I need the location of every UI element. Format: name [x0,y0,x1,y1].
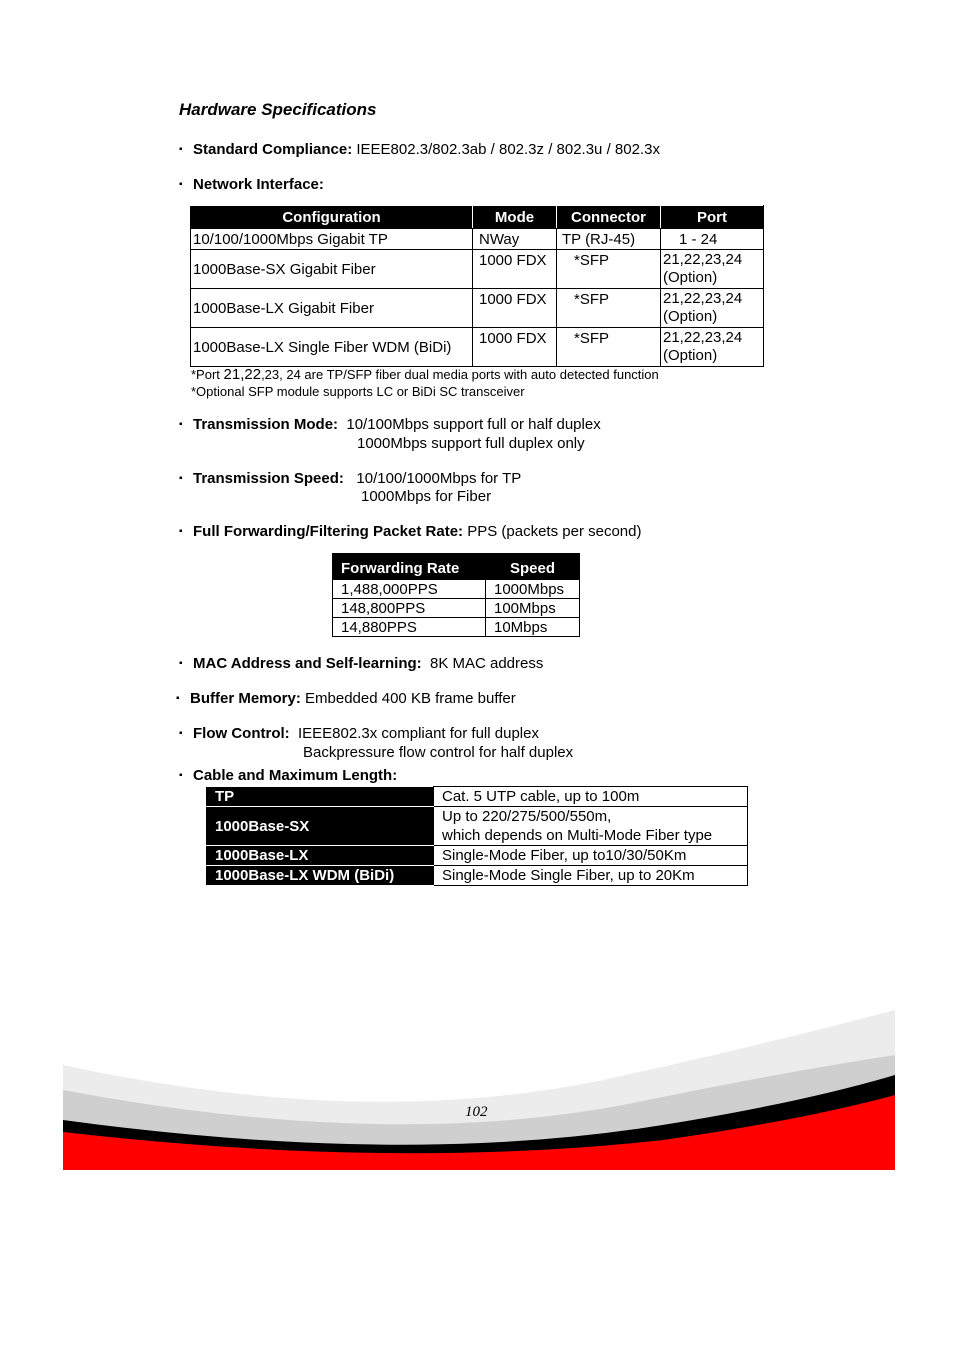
cell-mode: 1000 FDX [473,289,557,328]
table-row [207,807,748,846]
table-header-row [191,206,764,229]
table-row [207,787,748,807]
header-speed: Speed [486,554,580,580]
bullet-icon: ▪ [179,526,183,537]
network-interface-table [190,205,764,367]
forwarding-rate [179,522,641,541]
port-list: 21,22,23,24 [663,290,743,307]
transmission-speed-line1: 10/100/1000Mbps for TP [356,470,522,487]
table-row [207,866,748,886]
port-note: *Port 21,22,23, 24 are TP/SFP fiber dual media ports with auto detected function [191,366,659,383]
cell-connector: *SFP [557,250,661,289]
network-interface [179,175,324,194]
table-row [191,289,764,328]
header-forwarding-rate: Forwarding Rate [333,554,486,580]
table-row [333,618,580,637]
bullet-icon: ▪ [179,770,183,781]
port-list: 21,22,23,24 [663,251,743,268]
bullet-icon: ▪ [179,658,183,669]
flow-line2: Backpressure flow control for half duplex [303,744,574,761]
mac-label: MAC Address and Self-learning: [193,655,422,672]
forwarding-value: PPS (packets per second) [467,523,642,540]
header-mode: Mode [473,206,557,229]
cell-mode: 1000 FDX [473,328,557,367]
forwarding-label: Full Forwarding/Filtering Packet Rate: [193,523,464,540]
table-row [207,846,748,866]
transmission-speed [179,469,521,488]
cable-spec: Single-Mode Single Fiber, up to 20Km [434,866,748,886]
table-row [333,599,580,618]
cell-rate: 14,880PPS [333,618,486,637]
forwarding-table [332,553,580,637]
cable-table [206,786,748,886]
port-option: (Option) [663,308,718,325]
header-connector: Connector [557,206,661,229]
bullet-icon: ▪ [179,473,183,484]
port-option: (Option) [663,347,718,364]
cable-length [179,766,397,785]
cell-mode: NWay [473,229,557,250]
standard-value: IEEE802.3/802.3ab / 802.3z / 802.3u / 802.3x [356,141,660,158]
cell-port: 1 - 24 [661,229,764,250]
transmission-speed-line2: 1000Mbps for Fiber [361,488,492,505]
cell-connector: *SFP [557,289,661,328]
mac-address [179,654,543,673]
port-list: 21,22,23,24 [663,329,743,346]
table-row [191,250,764,289]
table-header-row [333,554,580,580]
mac-value: 8K MAC address [429,655,544,672]
network-label: Network Interface: [193,176,324,193]
cell-connector: *SFP [557,328,661,367]
section-title: Hardware Specifications [179,100,377,119]
cell-rate: 148,800PPS [333,599,486,618]
table-row [333,580,580,599]
bullet-icon: ▪ [179,419,183,430]
cell-speed: 1000Mbps [486,580,580,599]
standard-label: Standard Compliance: [193,141,353,158]
table-row [191,328,764,367]
transmission-speed-label: Transmission Speed: [193,470,344,487]
bullet-icon: ▪ [179,179,183,190]
cable-type: 1000Base-LX [207,846,434,866]
cable-type: TP [207,787,434,807]
standard-compliance [179,140,660,159]
cable-label: Cable and Maximum Length: [193,767,398,784]
cable-spec: Up to 220/275/500/550m, which depends on Multi-Mode Fiber type [434,807,748,846]
header-port: Port [661,206,764,229]
table-row [191,229,764,250]
bullet-icon: ▪ [179,728,183,739]
cell-port [661,289,764,328]
cable-type: 1000Base-SX [207,807,434,846]
cell-configuration: 1000Base-LX Gigabit Fiber [191,289,473,328]
bullet-icon: ▪ [176,693,180,704]
cable-type: 1000Base-LX WDM (BiDi) [207,866,434,886]
buffer-label: Buffer Memory: [190,690,301,707]
buffer-memory [176,689,516,708]
footer-swoosh-graphic [63,1010,895,1170]
header-configuration: Configuration [191,206,473,229]
sfp-note: *Optional SFP module supports LC or BiDi SC transceiver [191,384,525,399]
cell-port [661,250,764,289]
transmission-mode-line1: 10/100Mbps support full or half duplex [346,416,601,433]
cell-rate: 1,488,000PPS [333,580,486,599]
port-option: (Option) [663,269,718,286]
flow-label: Flow Control: [193,725,290,742]
bullet-icon: ▪ [179,144,183,155]
cell-port [661,328,764,367]
transmission-mode-line2: 1000Mbps support full duplex only [357,435,585,452]
cell-speed: 100Mbps [486,599,580,618]
cell-configuration: 10/100/1000Mbps Gigabit TP [191,229,473,250]
cell-speed: 10Mbps [486,618,580,637]
cable-spec: Single-Mode Fiber, up to10/30/50Km [434,846,748,866]
flow-control [179,724,539,743]
transmission-mode-label: Transmission Mode: [193,416,339,433]
cell-configuration: 1000Base-SX Gigabit Fiber [191,250,473,289]
cable-spec: Cat. 5 UTP cable, up to 100m [434,787,748,807]
buffer-value: Embedded 400 KB frame buffer [305,690,516,707]
page-number: 102 [465,1104,488,1120]
cell-connector: TP (RJ-45) [557,229,661,250]
flow-line1: IEEE802.3x compliant for full duplex [298,725,539,742]
cell-mode: 1000 FDX [473,250,557,289]
cell-configuration: 1000Base-LX Single Fiber WDM (BiDi) [191,328,473,367]
transmission-mode [179,415,601,434]
